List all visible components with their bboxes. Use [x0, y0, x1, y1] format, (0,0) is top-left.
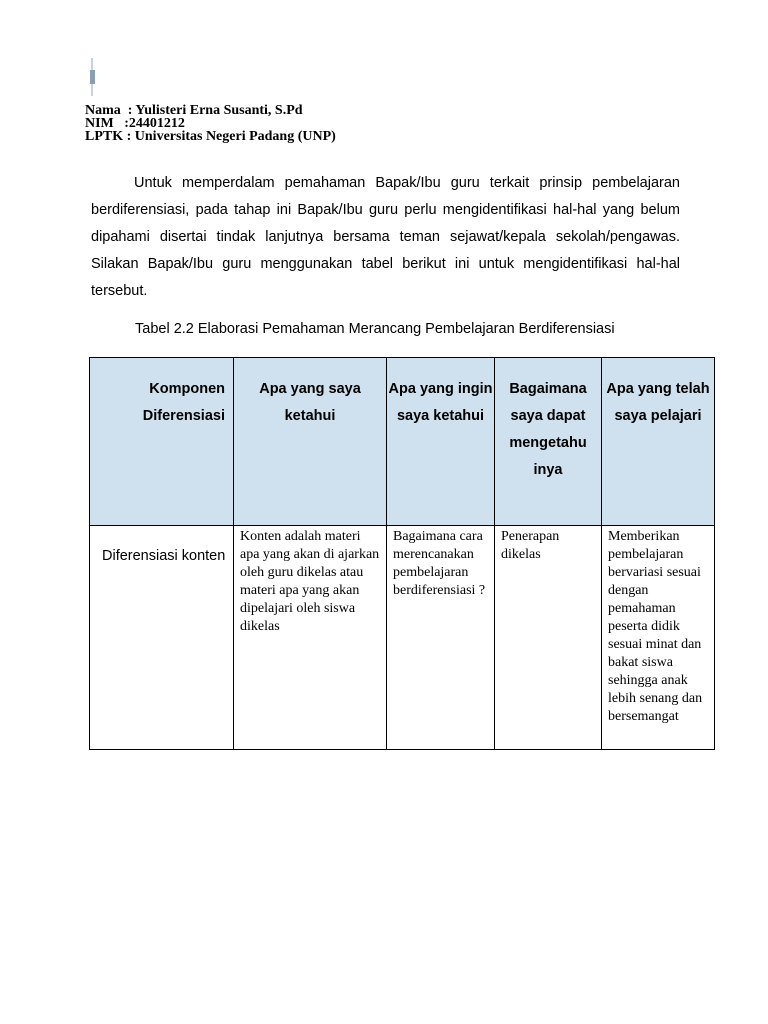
cell-ingin-saya-ketahui: Bagaimana cara merencanakan pembelajaran berdiferensiasi ? — [387, 526, 495, 750]
elaboration-table — [89, 357, 715, 750]
header-ingin-saya-ketahui: Apa yang ingin saya ketahui — [387, 358, 495, 526]
nim-line: NIM :24401212 — [85, 116, 185, 131]
header-apa-yang-saya-ketahui: Apa yang saya ketahui — [234, 358, 387, 526]
header-komponen: Komponen Diferensiasi — [90, 358, 234, 526]
cell-komponen: Diferensiasi konten — [90, 526, 234, 750]
table-caption: Tabel 2.2 Elaborasi Pemahaman Merancang Pembelajaran Berdiferensiasi — [135, 321, 615, 337]
intro-paragraph: Untuk memperdalam pemahaman Bapak/Ibu guru terkait prinsip pembelajaran berdiferensiasi, pada tahap ini Bapak/Ibu guru perlu mengidentifikasi hal-hal yang belum dipahami disertai tindak lanjutnya bersama teman sejawat/kepala sekolah/pengawas. Silakan Bapak/Ibu guru menggunakan tabel berikut ini untuk mengidentifikasi hal-hal tersebut. — [91, 175, 680, 299]
header-bagaimana: Bagaimana saya dapat mengetahu inya — [495, 358, 602, 526]
text-cursor-mark — [90, 58, 95, 96]
cell-saya-ketahui: Konten adalah materi apa yang akan di ajarkan oleh guru dikelas atau materi apa yang akan dipelajari oleh siswa dikelas — [234, 526, 387, 750]
student-identity-block — [85, 104, 336, 143]
header-telah-saya-pelajari: Apa yang telah saya pelajari — [602, 358, 715, 526]
cell-bagaimana: Penerapan dikelas — [495, 526, 602, 750]
cell-telah-saya-pelajari: Memberikan pembelajaran bervariasi sesuai dengan pemahaman peserta didik sesuai minat dan bakat siswa sehingga anak lebih senang dan bersemangat — [602, 526, 715, 750]
lptk-line: LPTK : Universitas Negeri Padang (UNP) — [85, 129, 336, 144]
nama-line: Nama : Yulisteri Erna Susanti, S.Pd — [85, 103, 303, 118]
table-header-row — [90, 358, 715, 526]
table-row — [90, 526, 715, 750]
